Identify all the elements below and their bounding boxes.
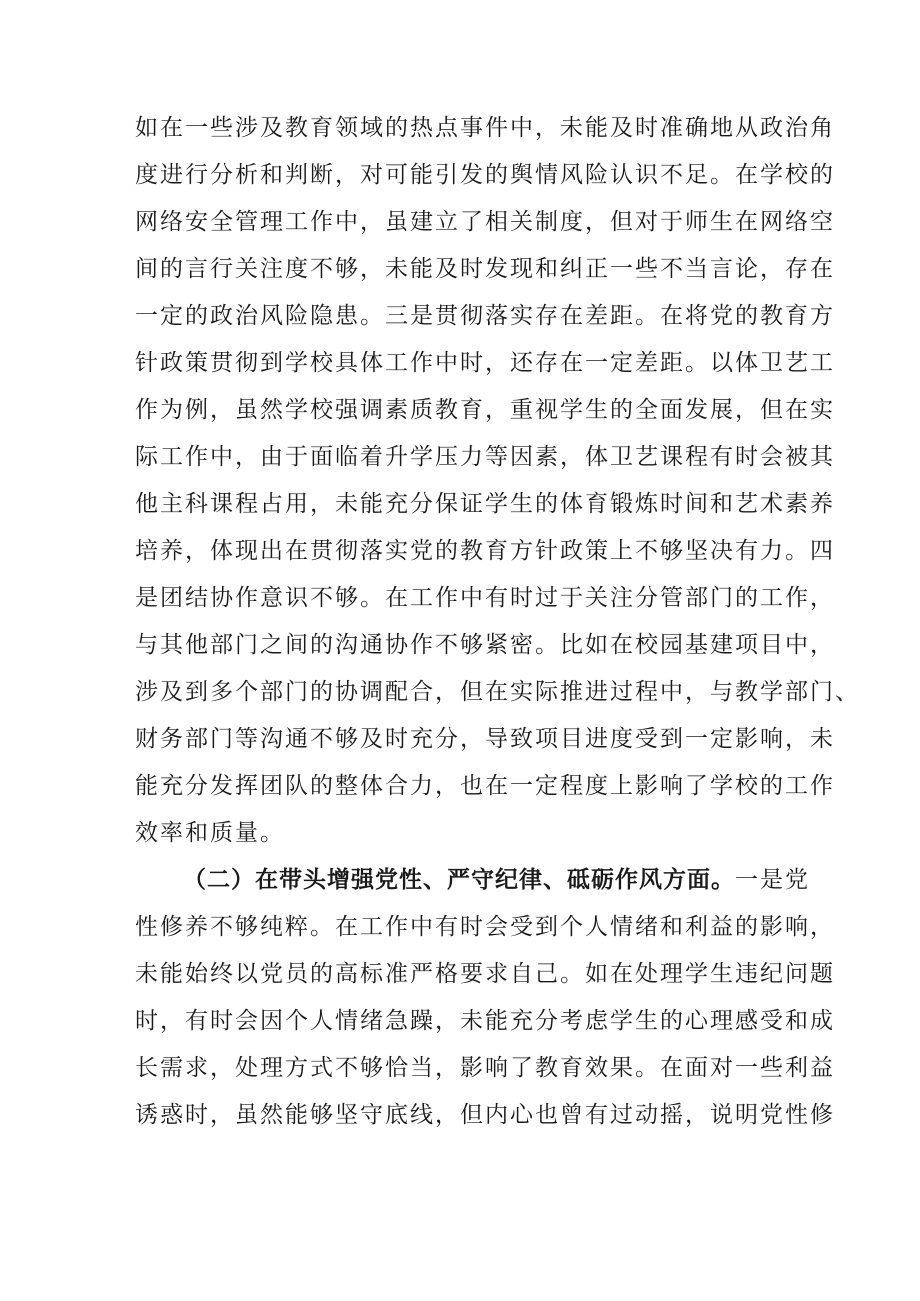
- paragraph-line: 性修养不够纯粹。在工作中有时会受到个人情绪和利益的影响，: [135, 914, 835, 940]
- paragraph-line: 如在一些涉及教育领域的热点事件中，未能及时准确地从政治角: [135, 115, 835, 141]
- paragraph-line: 是团结协作意识不够。在工作中有时过于关注分管部门的工作，: [135, 585, 835, 611]
- paragraph-line: 未能始终以党员的高标准严格要求自己。如在处理学生违纪问题: [135, 961, 835, 987]
- paragraph-line: 财务部门等沟通不够及时充分，导致项目进度受到一定影响，未: [135, 726, 835, 752]
- section-first-line-rest: 一是党: [735, 867, 810, 893]
- paragraph-line: 一定的政治风险隐患。三是贯彻落实存在差距。在将党的教育方: [135, 303, 835, 329]
- paragraph-line: 针政策贯彻到学校具体工作中时，还存在一定差距。以体卫艺工: [135, 350, 835, 376]
- paragraph-line: 网络安全管理工作中，虽建立了相关制度，但对于师生在网络空: [135, 209, 835, 235]
- paragraph-line: 间的言行关注度不够，未能及时发现和纠正一些不当言论，存在: [135, 256, 835, 282]
- paragraph-line: 际工作中，由于面临着升学压力等因素，体卫艺课程有时会被其: [135, 444, 835, 470]
- paragraph-line: 涉及到多个部门的协调配合，但在实际推进过程中，与教学部门、: [135, 679, 860, 705]
- paragraph-line: 时，有时会因个人情绪急躁，未能充分考虑学生的心理感受和成: [135, 1008, 835, 1034]
- paragraph-line: 与其他部门之间的沟通协作不够紧密。比如在校园基建项目中，: [135, 632, 835, 658]
- paragraph-line: 度进行分析和判断，对可能引发的舆情风险认识不足。在学校的: [135, 162, 835, 188]
- section-heading: （二）在带头增强党性、严守纪律、砥砺作风方面。: [183, 867, 735, 893]
- paragraph-line: 培养，体现出在贯彻落实党的教育方针政策上不够坚决有力。四: [135, 538, 835, 564]
- paragraph-line: 能充分发挥团队的整体合力，也在一定程度上影响了学校的工作: [135, 773, 835, 799]
- paragraph-line: 长需求，处理方式不够恰当，影响了教育效果。在面对一些利益: [135, 1055, 835, 1081]
- paragraph-line: 作为例，虽然学校强调素质教育，重视学生的全面发展，但在实: [135, 397, 835, 423]
- paragraph-line: 效率和质量。: [135, 820, 285, 846]
- section-heading-line: [183, 860, 810, 900]
- paragraph-line: 他主科课程占用，未能充分保证学生的体育锻炼时间和艺术素养: [135, 491, 835, 517]
- paragraph-line: 诱惑时，虽然能够坚守底线，但内心也曾有过动摇，说明党性修: [135, 1102, 835, 1128]
